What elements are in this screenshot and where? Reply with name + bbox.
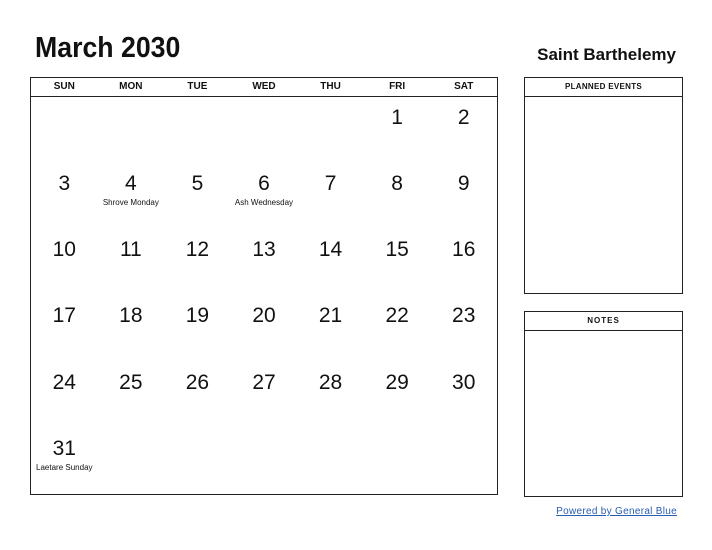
day-cell [364,362,431,428]
weekday-label: SUN [53,81,75,92]
weekday-header [31,78,497,97]
day-cell [31,428,98,494]
day-cell [231,163,298,229]
day-cell [164,163,231,229]
weekday-label: SAT [454,81,474,92]
day-cell [231,295,298,361]
day-cell [231,97,298,163]
day-number: 24 [52,370,76,394]
day-cell [31,163,98,229]
day-cell [231,362,298,428]
day-number: 11 [119,238,142,262]
day-cell [297,229,364,295]
day-number: 28 [318,370,343,394]
weekday-label: TUE [187,81,208,92]
day-cell [297,163,364,229]
day-cell [98,97,165,163]
day-cell [98,163,165,229]
planned-events-title: PLANNED EVENTS [525,78,682,97]
day-cell [231,428,298,494]
weekday-label: MON [119,81,143,92]
notes-panel [524,311,683,497]
day-cell [164,295,231,361]
day-number: 6 [258,172,270,196]
notes-title: NOTES [525,312,682,331]
day-cell [31,295,98,361]
day-number: 21 [318,304,343,328]
day-cell [430,295,497,361]
day-cell [98,229,165,295]
day-cell [430,362,497,428]
day-number: 5 [191,172,204,196]
day-cell [31,229,98,295]
day-number: 12 [185,238,210,262]
day-number: 4 [125,172,137,196]
day-cell [164,97,231,163]
day-number: 8 [391,172,403,196]
holiday-label: Ash Wednesday [234,198,294,208]
day-number: 10 [52,238,76,262]
day-cell [364,428,431,494]
page-title: March 2030 [35,32,181,64]
day-cell [297,295,364,361]
day-cell [297,362,364,428]
calendar-body [31,97,497,494]
day-number: 14 [318,238,343,262]
planned-events-panel [524,77,683,294]
day-number: 25 [119,370,143,394]
day-number: 3 [58,172,71,196]
holiday-label: Laetare Sunday [36,462,93,472]
day-cell [430,229,497,295]
day-number: 23 [452,304,476,328]
day-cell [364,295,431,361]
powered-by-link[interactable]: Powered by General Blue [556,506,677,517]
country-name: Saint Barthelemy [537,45,676,64]
day-number: 18 [119,304,143,328]
day-number: 9 [457,172,470,196]
day-number: 16 [452,238,476,262]
day-cell [98,428,165,494]
day-cell [31,97,98,163]
day-number: 15 [385,238,409,262]
day-number: 27 [252,370,276,394]
calendar-grid [30,77,498,495]
day-number: 2 [457,106,470,129]
day-cell [364,97,431,163]
weekday-label: FRI [389,81,406,92]
day-cell [98,362,165,428]
weekday-label: WED [252,81,276,92]
day-cell [31,362,98,428]
day-cell [164,362,231,428]
day-cell [231,229,298,295]
day-number: 19 [185,304,210,328]
day-number: 29 [385,370,409,394]
weekday-label: THU [320,81,341,92]
day-number: 22 [385,304,409,328]
day-number: 7 [324,172,337,196]
day-cell [430,428,497,494]
day-cell [164,229,231,295]
day-number: 20 [252,304,276,328]
day-cell [430,97,497,163]
day-number: 30 [452,370,476,394]
day-cell [297,97,364,163]
day-cell [430,163,497,229]
day-number: 13 [252,238,276,262]
day-number: 17 [52,304,76,328]
day-cell [364,229,431,295]
day-cell [364,163,431,229]
day-cell [297,428,364,494]
holiday-label: Shrove Monday [102,198,159,208]
day-cell [98,295,165,361]
day-number: 1 [391,106,403,129]
day-cell [164,428,231,494]
day-number: 31 [52,436,76,460]
day-number: 26 [185,370,210,394]
